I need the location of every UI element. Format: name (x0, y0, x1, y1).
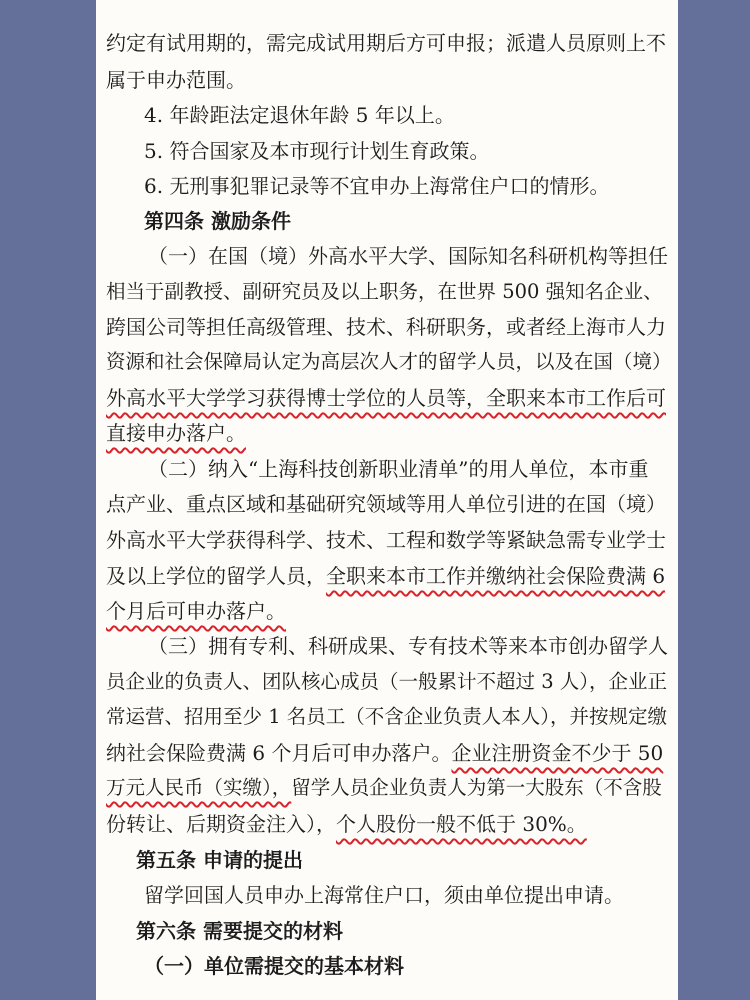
text-line (148, 633, 668, 659)
section-heading (144, 208, 291, 234)
text-line (148, 456, 648, 482)
text-segment: 份转让、后期资金注入）， (106, 812, 336, 836)
text-segment: 5. 符合国家及本市现行计划生育政策。 (144, 139, 490, 163)
text-segment: 属于申办范围。 (106, 68, 246, 92)
text-line (106, 349, 672, 375)
section-heading (136, 918, 343, 944)
text-segment: （三）拥有专利、科研成果、专有技术等来本市创办留学人 (148, 634, 668, 658)
text-line (106, 527, 666, 553)
text-segment: （一）在国（境）外高水平大学、国际知名科研机构等担任 (148, 244, 668, 268)
text-segment: 留学回国人员申办上海常住户口，须由单位提出申请。 (144, 883, 624, 907)
text-segment: 留学人员企业负责人为第一大股东（不含股 (291, 776, 662, 799)
text-line (106, 385, 666, 411)
list-item (144, 102, 455, 128)
text-segment: 员企业的负责人、团队核心成员（一般累计不超过 3 人），企业正 (106, 670, 668, 693)
text-segment: 相当于副教授、副研究员及以上职务，在世界 500 强知名企业、 (106, 280, 663, 303)
subsection-heading (144, 953, 404, 979)
underlined-text: 企业注册资金不少于 50 (451, 741, 664, 765)
text-segment: （一）单位需提交的基本材料 (144, 954, 404, 978)
text-line (106, 740, 663, 766)
text-segment: 第五条 申请的提出 (136, 848, 303, 872)
text-segment: 常运营、招用至少 1 名员工（不含企业负责人本人），并按规定缴 (106, 705, 668, 728)
text-segment: 及以上学位的留学人员， (106, 564, 326, 588)
text-segment: 第六条 需要提交的材料 (136, 919, 343, 943)
text-segment: 资源和社会保障局认定为高层次人才的留学人员，以及在国（境） (106, 350, 672, 373)
underlined-text: 万元人民币（实缴）， (106, 776, 292, 799)
text-line (106, 491, 666, 517)
text-line (148, 243, 668, 269)
text-line (106, 420, 246, 446)
underlined-text: 个人股份一般不低于 30%。 (336, 812, 587, 836)
list-item (144, 173, 609, 199)
text-line (144, 882, 624, 908)
text-segment: 纳社会保险费满 6 个月后可申办落户。 (106, 741, 452, 765)
text-segment: 约定有试用期的，需完成试用期后方可申报；派遣人员原则上不 (106, 31, 666, 55)
text-line (106, 669, 667, 695)
text-line (106, 314, 666, 340)
text-line (106, 704, 667, 730)
text-segment: 跨国公司等担任高级管理、技术、科研职务，或者经上海市人力 (106, 315, 666, 339)
text-segment: 6. 无刑事犯罪记录等不宜申办上海常住户口的情形。 (144, 174, 610, 198)
text-line (106, 30, 666, 56)
text-line (106, 811, 587, 837)
underlined-text: 直接申办落户。 (106, 421, 246, 445)
underlined-text: 个月后可申办落户。 (106, 599, 286, 623)
text-line (106, 67, 246, 93)
underlined-text: 全职来本市工作并缴纳社会保险费满 6 (326, 564, 666, 588)
list-item (144, 138, 489, 164)
text-segment: （二）纳入“上海科技创新职业清单”的用人单位，本市重 (148, 457, 649, 481)
text-line (106, 279, 663, 305)
section-heading (136, 847, 303, 873)
document-page (96, 0, 678, 1000)
text-line (106, 598, 286, 624)
underlined-text: 外高水平大学学习获得博士学位的人员等，全职来本市工作后可 (106, 386, 666, 410)
text-segment: 4. 年龄距法定退休年龄 5 年以上。 (144, 103, 455, 127)
text-segment: 第四条 激励条件 (144, 209, 291, 233)
text-segment: 点产业、重点区域和基础研究领域等用人单位引进的在国（境） (106, 492, 666, 516)
text-segment: 外高水平大学获得科学、技术、工程和数学等紧缺急需专业学士 (106, 528, 666, 552)
text-line (106, 563, 665, 589)
text-line (106, 775, 662, 801)
